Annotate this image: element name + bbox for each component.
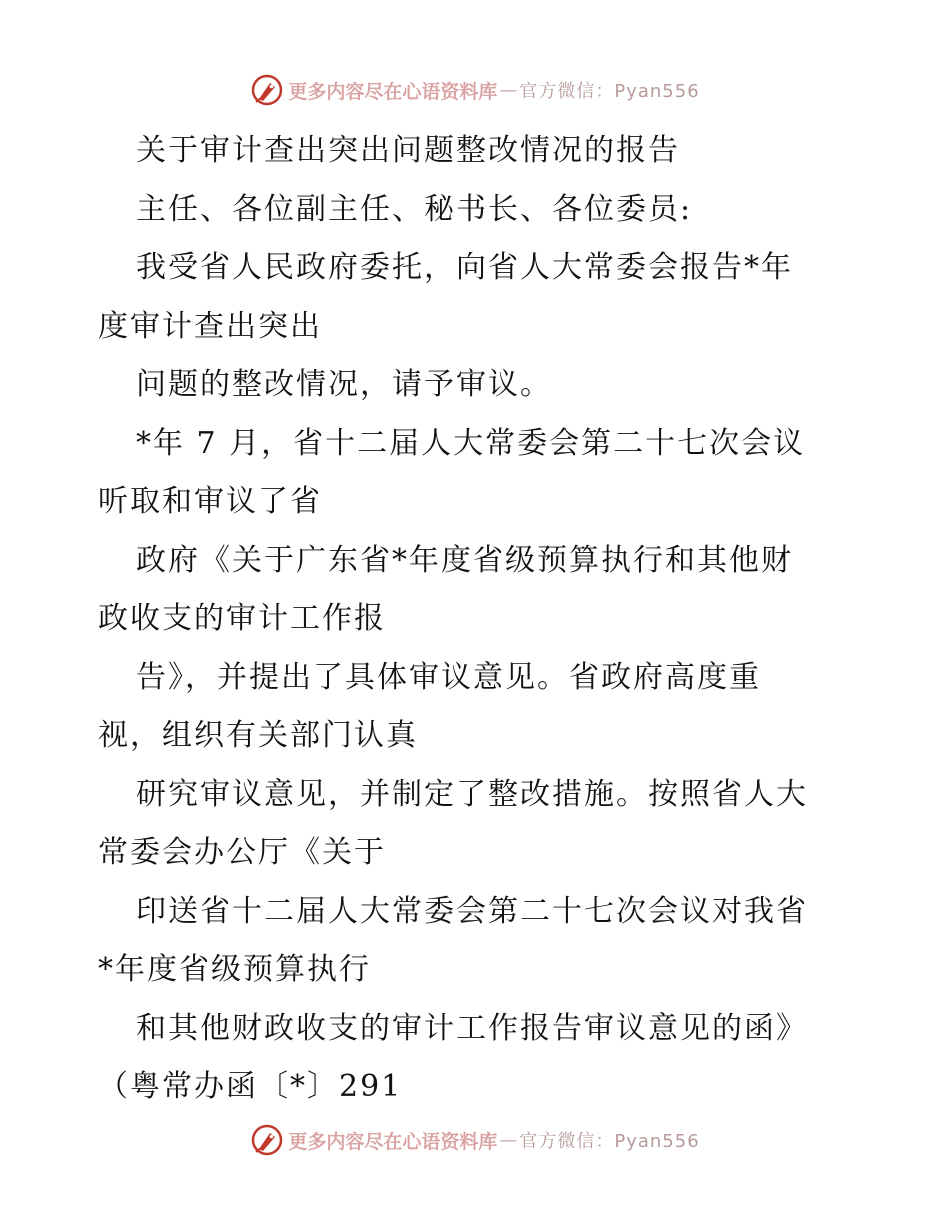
text-line: 度审计查出突出 (98, 308, 322, 344)
document-title: 关于审计查出突出问题整改情况的报告 (136, 133, 680, 168)
text-line: 问题的整改情况，请予审议。 (136, 367, 552, 402)
banner-wechat-id: 官方微信：Pyan556 (519, 81, 700, 102)
text-line: 我受省人民政府委托，向省人大常委会报告*年 (136, 250, 793, 285)
banner-separator: — (499, 79, 518, 101)
banner-site-name: 更多内容尽在心语资料库 (288, 80, 498, 103)
salutation-line: 主任、各位副主任、秘书长、各位委员: (136, 191, 693, 227)
text-line: 听取和审议了省 (98, 484, 322, 519)
text-line: 常委会办公厅《关于 (98, 835, 386, 870)
header-watermark-banner (0, 70, 950, 110)
text-line: 印送省十二届人大常委会第二十七次会议对我省 (136, 893, 808, 929)
text-line: *年度省级预算执行 (98, 952, 371, 987)
text-line: 研究审议意见，并制定了整改措施。按照省人大 (136, 776, 808, 812)
banner-wechat-id: 官方微信：Pyan556 (519, 1131, 700, 1152)
text-line: 政府《关于广东省*年度省级预算执行和其他财 (136, 542, 793, 578)
banner-site-name: 更多内容尽在心语资料库 (288, 1130, 498, 1153)
text-line: 告》，并提出了具体审议意见。省政府高度重 (136, 659, 761, 695)
text-line: 政收支的审计工作报 (98, 601, 386, 636)
text-line: 视，组织有关部门认真 (98, 718, 418, 753)
text-line: *年 7 月，省十二届人大常委会第二十七次会议 (136, 425, 806, 461)
text-line: 和其他财政收支的审计工作报告审议意见的函》 (136, 1010, 808, 1046)
footer-watermark-banner (0, 1120, 950, 1160)
banner-separator: — (499, 1129, 518, 1151)
text-line: （粤常办函〔*〕291 (98, 1069, 403, 1104)
document-body (98, 122, 858, 1117)
pen-nib-logo-icon (250, 73, 284, 107)
pen-nib-logo-icon (250, 1123, 284, 1157)
